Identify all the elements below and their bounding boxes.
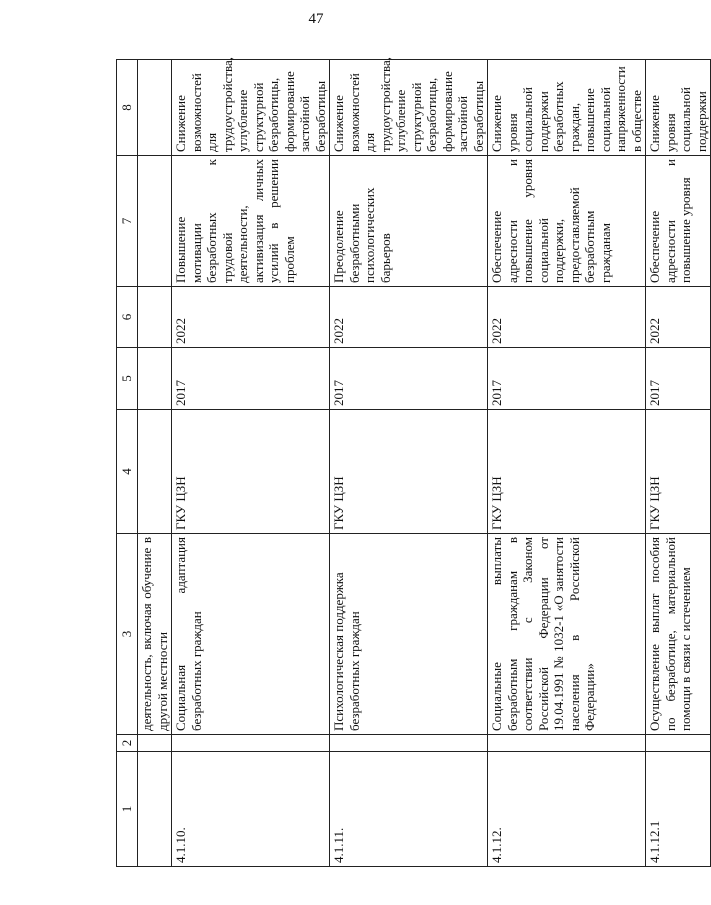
end-year: 2022 [172, 287, 330, 348]
measure-name: Осуществление выплат пособия по безработице, материальной помощи в связи с истечением [646, 534, 711, 735]
start-year: 2017 [330, 348, 488, 410]
row-number: 4.1.10. [172, 752, 330, 867]
end-year: 2022 [488, 287, 646, 348]
continuation-row [138, 60, 172, 867]
table-cell [138, 156, 172, 287]
column-header: 4 [117, 410, 138, 534]
measures-table [116, 59, 711, 867]
column-header: 5 [117, 348, 138, 410]
table-row [488, 60, 646, 867]
executor: ГКУ ЦЗН [330, 410, 488, 534]
table-cell [138, 410, 172, 534]
end-year: 2022 [646, 287, 711, 348]
table-cell [330, 735, 488, 752]
executor: ГКУ ЦЗН [172, 410, 330, 534]
page-number: 47 [308, 11, 324, 27]
table-cell [138, 752, 172, 867]
column-header: 1 [117, 752, 138, 867]
executor: ГКУ ЦЗН [488, 410, 646, 534]
measure-name: Социальные выплаты безработным гражданам в соответствии с Законом Российской Федерации от 19.04.1991 № 1032-1 «О занятости населения в Российской Федерации» [488, 534, 646, 735]
column-header: 6 [117, 287, 138, 348]
measure-name: Психологическая поддержка безработных граждан [330, 534, 488, 735]
expected-result: Повышение мотивации безработных к трудовой деятельности, активизация личных усилий в решении проблем [172, 156, 330, 287]
consequence: Снижение уровня социальной поддержки [646, 60, 711, 156]
table-cell [138, 60, 172, 156]
column-header: 7 [117, 156, 138, 287]
table-cell [172, 735, 330, 752]
measure-name: Социальная адаптация безработных граждан [172, 534, 330, 735]
consequence: Снижение уровня социальной поддержки безработных граждан, повышение социальной напряженности в обществе [488, 60, 646, 156]
table-row [330, 60, 488, 867]
column-header: 3 [117, 534, 138, 735]
column-header: 8 [117, 60, 138, 156]
start-year: 2017 [488, 348, 646, 410]
consequence: Снижение возможностей для трудоустройства, углубление структурной безработицы, формирование застойной безработицы [330, 60, 488, 156]
rotated-table-container [116, 57, 709, 867]
table-row [172, 60, 330, 867]
continuation-text: деятельность, включая обучение в другой местности [138, 534, 172, 735]
row-number: 4.1.11. [330, 752, 488, 867]
row-number: 4.1.12. [488, 752, 646, 867]
expected-result: Обеспечение адресности и повышение уровня [646, 156, 711, 287]
executor: ГКУ ЦЗН [646, 410, 711, 534]
expected-result: Преодоление безработными психологических барьеров [330, 156, 488, 287]
table-cell [138, 348, 172, 410]
row-number: 4.1.12.1 [646, 752, 711, 867]
end-year: 2022 [330, 287, 488, 348]
table-cell [138, 287, 172, 348]
start-year: 2017 [172, 348, 330, 410]
table-cell [646, 735, 711, 752]
consequence: Снижение возможностей для трудоустройства, углубление структурной безработицы, формирование застойной безработицы [172, 60, 330, 156]
table-row [646, 60, 711, 867]
header-row [117, 60, 138, 867]
start-year: 2017 [646, 348, 711, 410]
expected-result: Обеспечение адресности и повышение уровня социальной поддержки, предоставляемой безработным гражданам [488, 156, 646, 287]
table-cell [488, 735, 646, 752]
column-header: 2 [117, 735, 138, 752]
table-cell [138, 735, 172, 752]
